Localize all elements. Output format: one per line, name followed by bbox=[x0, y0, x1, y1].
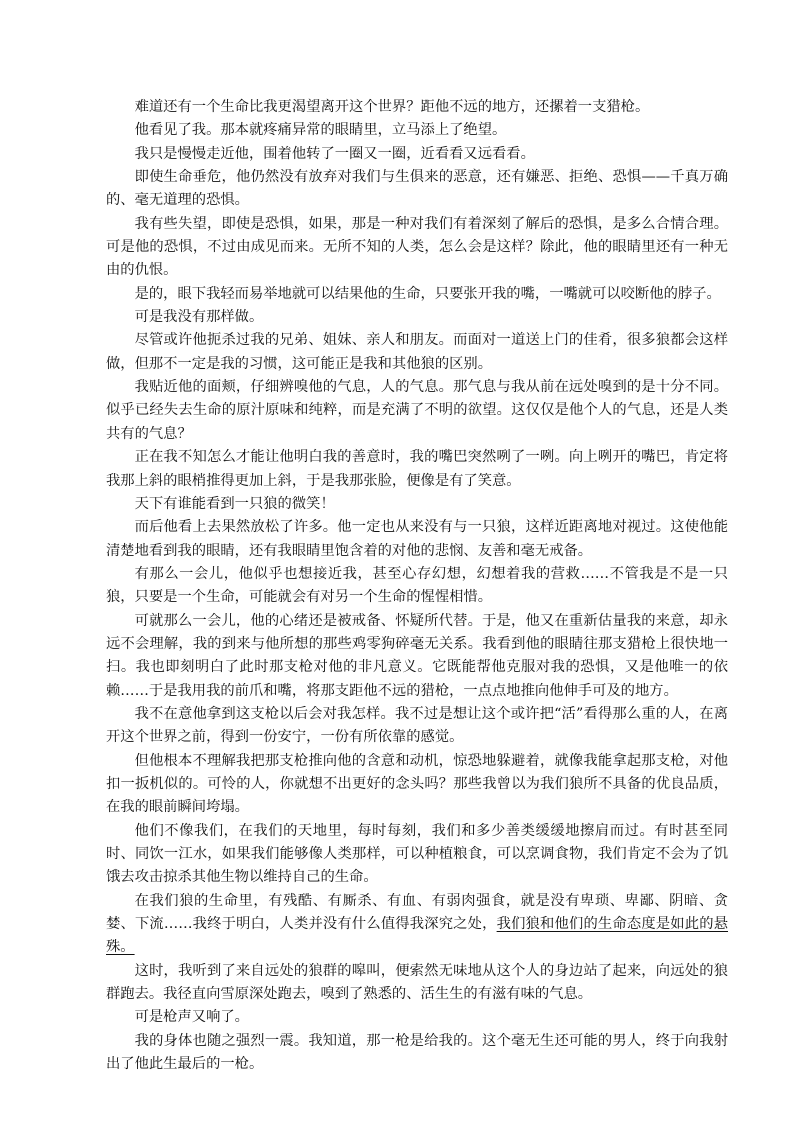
paragraph-9: 我贴近他的面颊，仔细辨嗅他的气息，人的气息。那气息与我从前在远处嗅到的是十分不同。似乎已经失去生命的原汁原味和纯粹，而是充满了不明的欲望。这仅仅是他个人的气息，还是人类共有的气息？ bbox=[106, 379, 728, 442]
paragraph-16: 但他根本不理解我把那支枪推向他的含意和动机，惊恐地躲避着，就像我能拿起那支枪，对他扣一扳机似的。可怜的人，你就想不出更好的念头吗？那些我曾以为我们狼所不具备的优良品质，在我的眼前瞬间垮塌。 bbox=[106, 752, 728, 816]
paragraph-10: 正在我不知怎么才能让他明白我的善意时，我的嘴巴突然咧了一咧。向上咧开的嘴巴，肯定将我那上斜的眼梢推得更加上斜，于是我那张脸，便像是有了笑意。 bbox=[106, 449, 728, 489]
document-page bbox=[106, 96, 728, 1076]
paragraph-15: 我不在意他拿到这支枪以后会对我怎样。我不过是想让这个或许把“活”看得那么重的人，在离开这个世界之前，得到一份安宁，一份有所依靠的感觉。 bbox=[106, 705, 728, 746]
paragraph-13: 有那么一会儿，他似乎也想接近我，甚至心存幻想，幻想着我的营救……不管我是不是一只狼，只要是一个生命，可能就会有对另一个生命的惺惺相惜。 bbox=[106, 565, 728, 606]
paragraph-12: 而后他看上去果然放松了许多。他一定也从来没有与一只狼，这样近距离地对视过。这使他能清楚地看到我的眼睛，还有我眼睛里饱含着的对他的悲悯、友善和毫无戒备。 bbox=[106, 519, 728, 559]
paragraph-8: 尽管或许他扼杀过我的兄弟、姐妹、亲人和朋友。而面对一道送上门的佳肴，很多狼都会这样做，但那不一定是我的习惯，这可能正是我和其他狼的区别。 bbox=[106, 332, 728, 372]
paragraph-4: 即使生命垂危，他仍然没有放弃对我们与生俱来的恶意，还有嫌恶、拒绝、恐惧——千真万确的、毫无道理的恐惧。 bbox=[106, 169, 728, 209]
paragraph-20: 可是枪声又响了。 bbox=[134, 1009, 249, 1026]
paragraph-18-text: 在我们狼的生命里，有残酷、有厮杀、有血、有弱肉强食，就是没有卑琐、卑鄙、阴暗、贪婪、下流……我终于明白，人类并没有什么值得我深究之处， bbox=[106, 892, 728, 933]
paragraph-2: 他看见了我。那本就疼痛异常的眼睛里，立马添上了绝望。 bbox=[134, 122, 507, 139]
paragraph-21: 我的身体也随之强烈一震。我知道，那一枪是给我的。这个毫无生还可能的男人，终于向我射出了他此生最后的一枪。 bbox=[106, 1032, 728, 1073]
paragraph-3: 我只是慢慢走近他，围着他转了一圈又一圈，近看看又远看看。 bbox=[134, 145, 535, 162]
paragraph-7: 可是我没有那样做。 bbox=[134, 309, 264, 326]
paragraph-5: 我有些失望，即使是恐惧，如果，那是一种对我们有着深刻了解后的恐惧，是多么合情合理。可是他的恐惧，不过由成见而来。无所不知的人类，怎么会是这样？除此，他的眼睛里还有一种无由的仇恨。 bbox=[106, 215, 728, 279]
paragraph-18 bbox=[106, 890, 728, 960]
paragraph-11: 天下有谁能看到一只狼的微笑！ bbox=[134, 495, 335, 512]
paragraph-6: 是的，眼下我轻而易举地就可以结果他的生命，只要张开我的嘴，一嘴就可以咬断他的脖子。 bbox=[134, 285, 721, 302]
paragraph-19: 这时，我听到了来自远处的狼群的嗥叫，便索然无味地从这个人的身边站了起来，向远处的狼群跑去。我径直向雪原深处跑去，嗅到了熟悉的、活生生的有滋有味的气息。 bbox=[106, 962, 728, 1003]
underlined-phrase: 我们狼和他们的生命态度是如此的悬殊。 bbox=[106, 916, 729, 956]
paragraph-1: 难道还有一个生命比我更渴望离开这个世界？距他不远的地方，还摞着一支猎枪。 bbox=[134, 99, 650, 115]
paragraph-14: 可就那么一会儿，他的心绪还是被戒备、怀疑所代替。于是，他又在重新估量我的来意，却永远不会理解，我的到来与他所想的那些鸡零狗碎毫无关系。我看到他的眼睛往那支猎枪上很快地一扫。我也即刻明白了此时那支枪对他的非凡意义。它既能帮他克服对我的恐惧，又是他唯一的依赖……于是我用我的前爪和嘴，将那支距他不远的猎枪，一点点地推向他伸手可及的地方。 bbox=[106, 612, 728, 699]
paragraph-17: 他们不像我们，在我们的天地里，每时每刻，我们和多少善类缓缓地擦肩而过。有时甚至同时、同饮一江水，如果我们能够像人类那样，可以种植粮食，可以烹调食物，我们肯定不会为了饥饿去攻击掠杀其他生物以维持自己的生命。 bbox=[106, 822, 728, 886]
